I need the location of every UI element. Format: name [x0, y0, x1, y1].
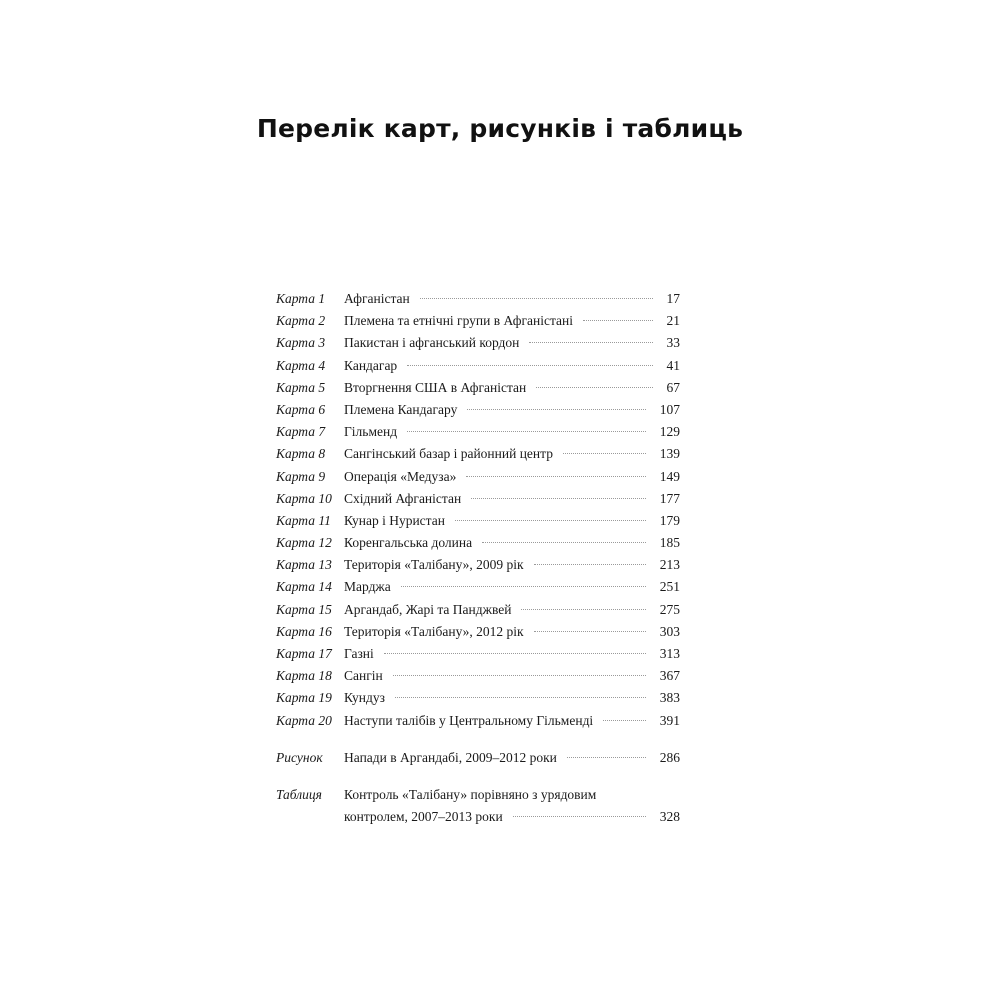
entry-type: Карта 12 — [276, 535, 332, 551]
entry-title: Пакистан і афганський кордон — [344, 335, 520, 351]
entry-type: Карта 6 — [276, 401, 326, 417]
map-entry[interactable] — [276, 532, 680, 554]
entry-title: Кундуз — [344, 690, 385, 706]
entry-type: Таблиця — [276, 786, 322, 802]
dot-leader — [534, 631, 646, 632]
entry-title: Афганістан — [344, 291, 410, 306]
dot-leader — [471, 498, 646, 499]
map-entry[interactable] — [276, 599, 680, 621]
entry-title: Напади в Аргандабі, 2009–2012 роки — [344, 749, 557, 765]
entry-type: Карта 3 — [276, 335, 326, 351]
page-title: Перелік карт, рисунків і таблиць — [256, 114, 744, 143]
dot-leader — [407, 365, 652, 366]
entry-title: Сангінський базар і районний центр — [344, 446, 553, 462]
entry-type: Карта 13 — [276, 557, 332, 573]
entry-page: 177 — [659, 490, 680, 506]
entry-title: Вторгнення США в Афганістан — [344, 379, 527, 395]
figure-entry[interactable] — [276, 747, 680, 769]
entry-title: Газні — [344, 646, 374, 661]
entry-type: Карта 7 — [276, 424, 326, 440]
entry-type: Карта 16 — [276, 623, 332, 639]
entry-title-line1: Контроль «Талібану» порівняно з урядовим — [344, 786, 597, 802]
entry-type: Карта 19 — [276, 690, 332, 706]
entry-title-line2: контролем, 2007–2013 роки — [344, 809, 503, 825]
entry-type: Карта 4 — [276, 357, 326, 373]
dot-leader — [521, 609, 645, 610]
entry-page: 303 — [659, 623, 680, 639]
entry-title: Операція «Медуза» — [344, 468, 457, 484]
dot-leader — [534, 564, 646, 565]
entry-title: Кандагар — [344, 357, 398, 373]
entry-title: Східний Афганістан — [344, 490, 462, 506]
map-entry[interactable] — [276, 466, 680, 488]
entry-title: Аргандаб, Жарі та Панджвей — [344, 601, 512, 617]
entry-page: 21 — [666, 313, 680, 329]
entry-title: Територія «Талібану», 2012 рік — [344, 623, 524, 639]
entry-type: Карта 5 — [276, 379, 326, 395]
entry-type: Карта 1 — [276, 291, 326, 306]
entry-title: Сангін — [344, 668, 383, 684]
entry-page: 251 — [659, 579, 680, 595]
entry-title: Кунар і Нуристан — [344, 512, 445, 528]
entry-page: 179 — [659, 512, 680, 528]
entry-type: Карта 9 — [276, 468, 326, 484]
dot-leader — [455, 520, 646, 521]
entry-page: 185 — [659, 535, 680, 551]
entry-page: 67 — [666, 379, 680, 395]
entry-type: Карта 14 — [276, 579, 332, 595]
entry-page: 313 — [659, 646, 680, 661]
dot-leader — [513, 816, 646, 817]
dot-leader — [407, 431, 646, 432]
map-entry[interactable] — [276, 710, 680, 732]
entry-type: Карта 8 — [276, 446, 326, 462]
entry-page: 383 — [659, 690, 680, 706]
dot-leader — [563, 453, 646, 454]
maps-list — [276, 288, 680, 732]
dot-leader — [384, 653, 646, 654]
dot-leader — [466, 476, 645, 477]
entry-page: 41 — [666, 357, 680, 373]
entry-type: Карта 11 — [276, 512, 331, 528]
dot-leader — [401, 586, 646, 587]
map-entry[interactable] — [276, 488, 680, 510]
dot-leader — [603, 720, 646, 721]
entry-type: Карта 15 — [276, 601, 332, 617]
map-entry[interactable] — [276, 355, 680, 377]
entry-page: 275 — [659, 601, 680, 617]
entry-type: Рисунок — [276, 749, 323, 765]
entry-title: Племена Кандагару — [344, 401, 458, 417]
dot-leader — [583, 320, 653, 321]
entry-page: 17 — [666, 291, 680, 306]
map-entry[interactable] — [276, 576, 680, 598]
entry-type: Карта 18 — [276, 668, 332, 684]
entry-title: Коренгальська долина — [344, 535, 473, 551]
map-entry[interactable] — [276, 443, 680, 465]
table-entry[interactable] — [276, 784, 680, 832]
contents-list — [276, 288, 680, 832]
entry-title: Територія «Талібану», 2009 рік — [344, 557, 524, 573]
map-entry[interactable] — [276, 643, 680, 665]
entry-title: Племена та етнічні групи в Афганістані — [344, 313, 573, 329]
entry-page: 213 — [659, 557, 680, 573]
map-entry[interactable] — [276, 332, 680, 354]
dot-leader — [467, 409, 645, 410]
dot-leader — [482, 542, 646, 543]
entry-title: Марджа — [344, 579, 391, 595]
dot-leader — [536, 387, 652, 388]
map-entry[interactable] — [276, 399, 680, 421]
map-entry[interactable] — [276, 510, 680, 532]
entry-type: Карта 17 — [276, 646, 332, 661]
map-entry[interactable] — [276, 377, 680, 399]
map-entry[interactable] — [276, 421, 680, 443]
dot-leader — [420, 298, 653, 299]
entry-page: 328 — [659, 809, 680, 825]
entry-page: 286 — [659, 749, 680, 765]
entry-page: 139 — [659, 446, 680, 462]
dot-leader — [395, 697, 646, 698]
map-entry[interactable] — [276, 621, 680, 643]
entry-page: 33 — [666, 335, 680, 351]
entry-type: Карта 2 — [276, 313, 326, 329]
entry-page: 367 — [659, 668, 680, 684]
entry-title: Гільменд — [344, 424, 398, 440]
entry-type: Карта 10 — [276, 490, 332, 506]
entry-type: Карта 20 — [276, 712, 332, 728]
map-entry[interactable] — [276, 310, 680, 332]
dot-leader — [393, 675, 646, 676]
entry-page: 107 — [659, 401, 680, 417]
dot-leader — [529, 342, 652, 343]
map-entry[interactable] — [276, 288, 680, 310]
map-entry[interactable] — [276, 687, 680, 709]
map-entry[interactable] — [276, 554, 680, 576]
entry-page: 391 — [659, 712, 680, 728]
entry-page: 149 — [659, 468, 680, 484]
dot-leader — [567, 757, 646, 758]
entry-title: Наступи талібів у Центральному Гільменді — [344, 712, 594, 728]
map-entry[interactable] — [276, 665, 680, 687]
entry-page: 129 — [659, 424, 680, 440]
